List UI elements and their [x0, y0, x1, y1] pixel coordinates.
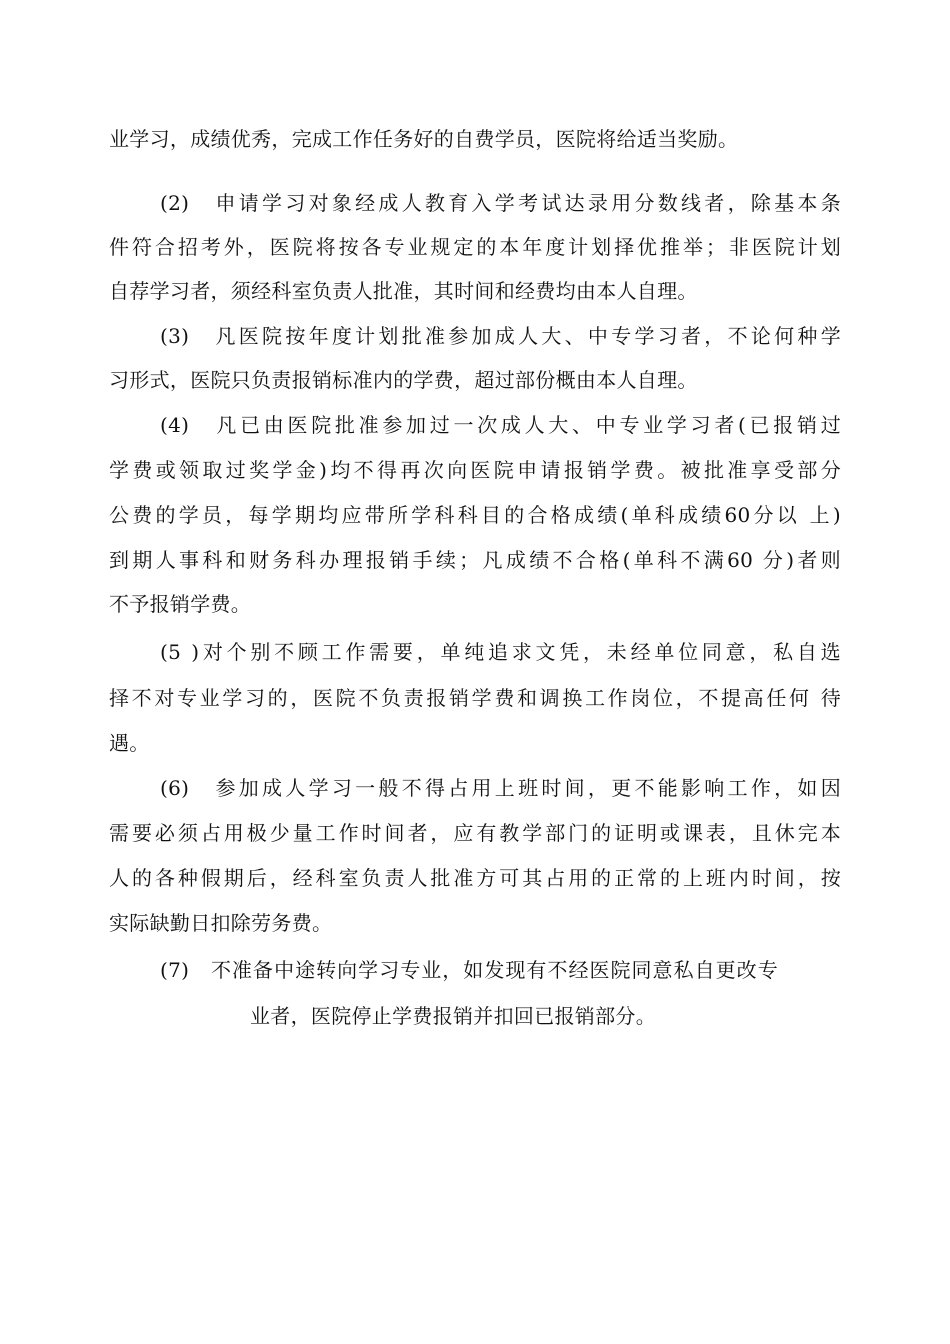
item-4-line-2: 学费或领取过奖学金)均不得再次向医院申请报销学费。被批准享受部分 — [109, 458, 841, 482]
item-3-line-1: (3) 凡医院按年度计划批准参加成人大、中专学习者，不论何种学 — [160, 324, 841, 348]
item-2-line-1: (2) 申请学习对象经成人教育入学考试达录用分数线者，除基本条 — [160, 191, 841, 215]
item-6-line-3: 人的各种假期后，经科室负责人批准方可其占用的正常的上班内时间，按 — [109, 866, 841, 890]
item-5-line-1: (5 )对个别不顾工作需要，单纯追求文凭，未经单位同意，私自选 — [160, 640, 841, 664]
item-4-line-1: (4) 凡已由医院批准参加过一次成人大、中专业学习者(已报销过 — [160, 413, 841, 437]
item-4-line-5: 不予报销学费。 — [109, 592, 252, 616]
item-6-line-2: 需要必须占用极少量工作时间者，应有教学部门的证明或课表，且休完本 — [109, 821, 841, 845]
item-2-line-3: 自荐学习者，须经科室负责人批准，其时间和经费均由本人自理。 — [109, 279, 698, 303]
item-6-line-1: (6) 参加成人学习一般不得占用上班时间，更不能影响工作，如因 — [160, 776, 841, 800]
item-5-line-3: 遇。 — [109, 731, 150, 755]
item-3-line-2: 习形式，医院只负责报销标准内的学费，超过部份概由本人自理。 — [109, 368, 698, 392]
item-6-line-4: 实际缺勤日扣除劳务费。 — [109, 911, 333, 935]
text-line-1: 业学习，成绩优秀，完成工作任务好的自费学员，医院将给适当奖励。 — [109, 127, 739, 151]
item-5-line-2: 择不对专业学习的，医院不负责报销学费和调换工作岗位，不提高任何 待 — [109, 686, 841, 710]
item-4-line-4: 到期人事科和财务科办理报销手续；凡成绩不合格(单科不满60 分)者则 — [109, 548, 841, 572]
item-4-line-3: 公费的学员，每学期均应带所学科科目的合格成绩(单科成绩60分以 上) — [109, 503, 841, 527]
item-7-line-2: 业者，医院停止学费报销并扣回已报销部分。 — [250, 1004, 656, 1028]
item-2-line-2: 件符合招考外，医院将按各专业规定的本年度计划择优推举；非医院计划 — [109, 235, 841, 259]
item-7-line-1: (7) 不准备中途转向学习专业，如发现有不经医院同意私自更改专 — [160, 958, 778, 982]
